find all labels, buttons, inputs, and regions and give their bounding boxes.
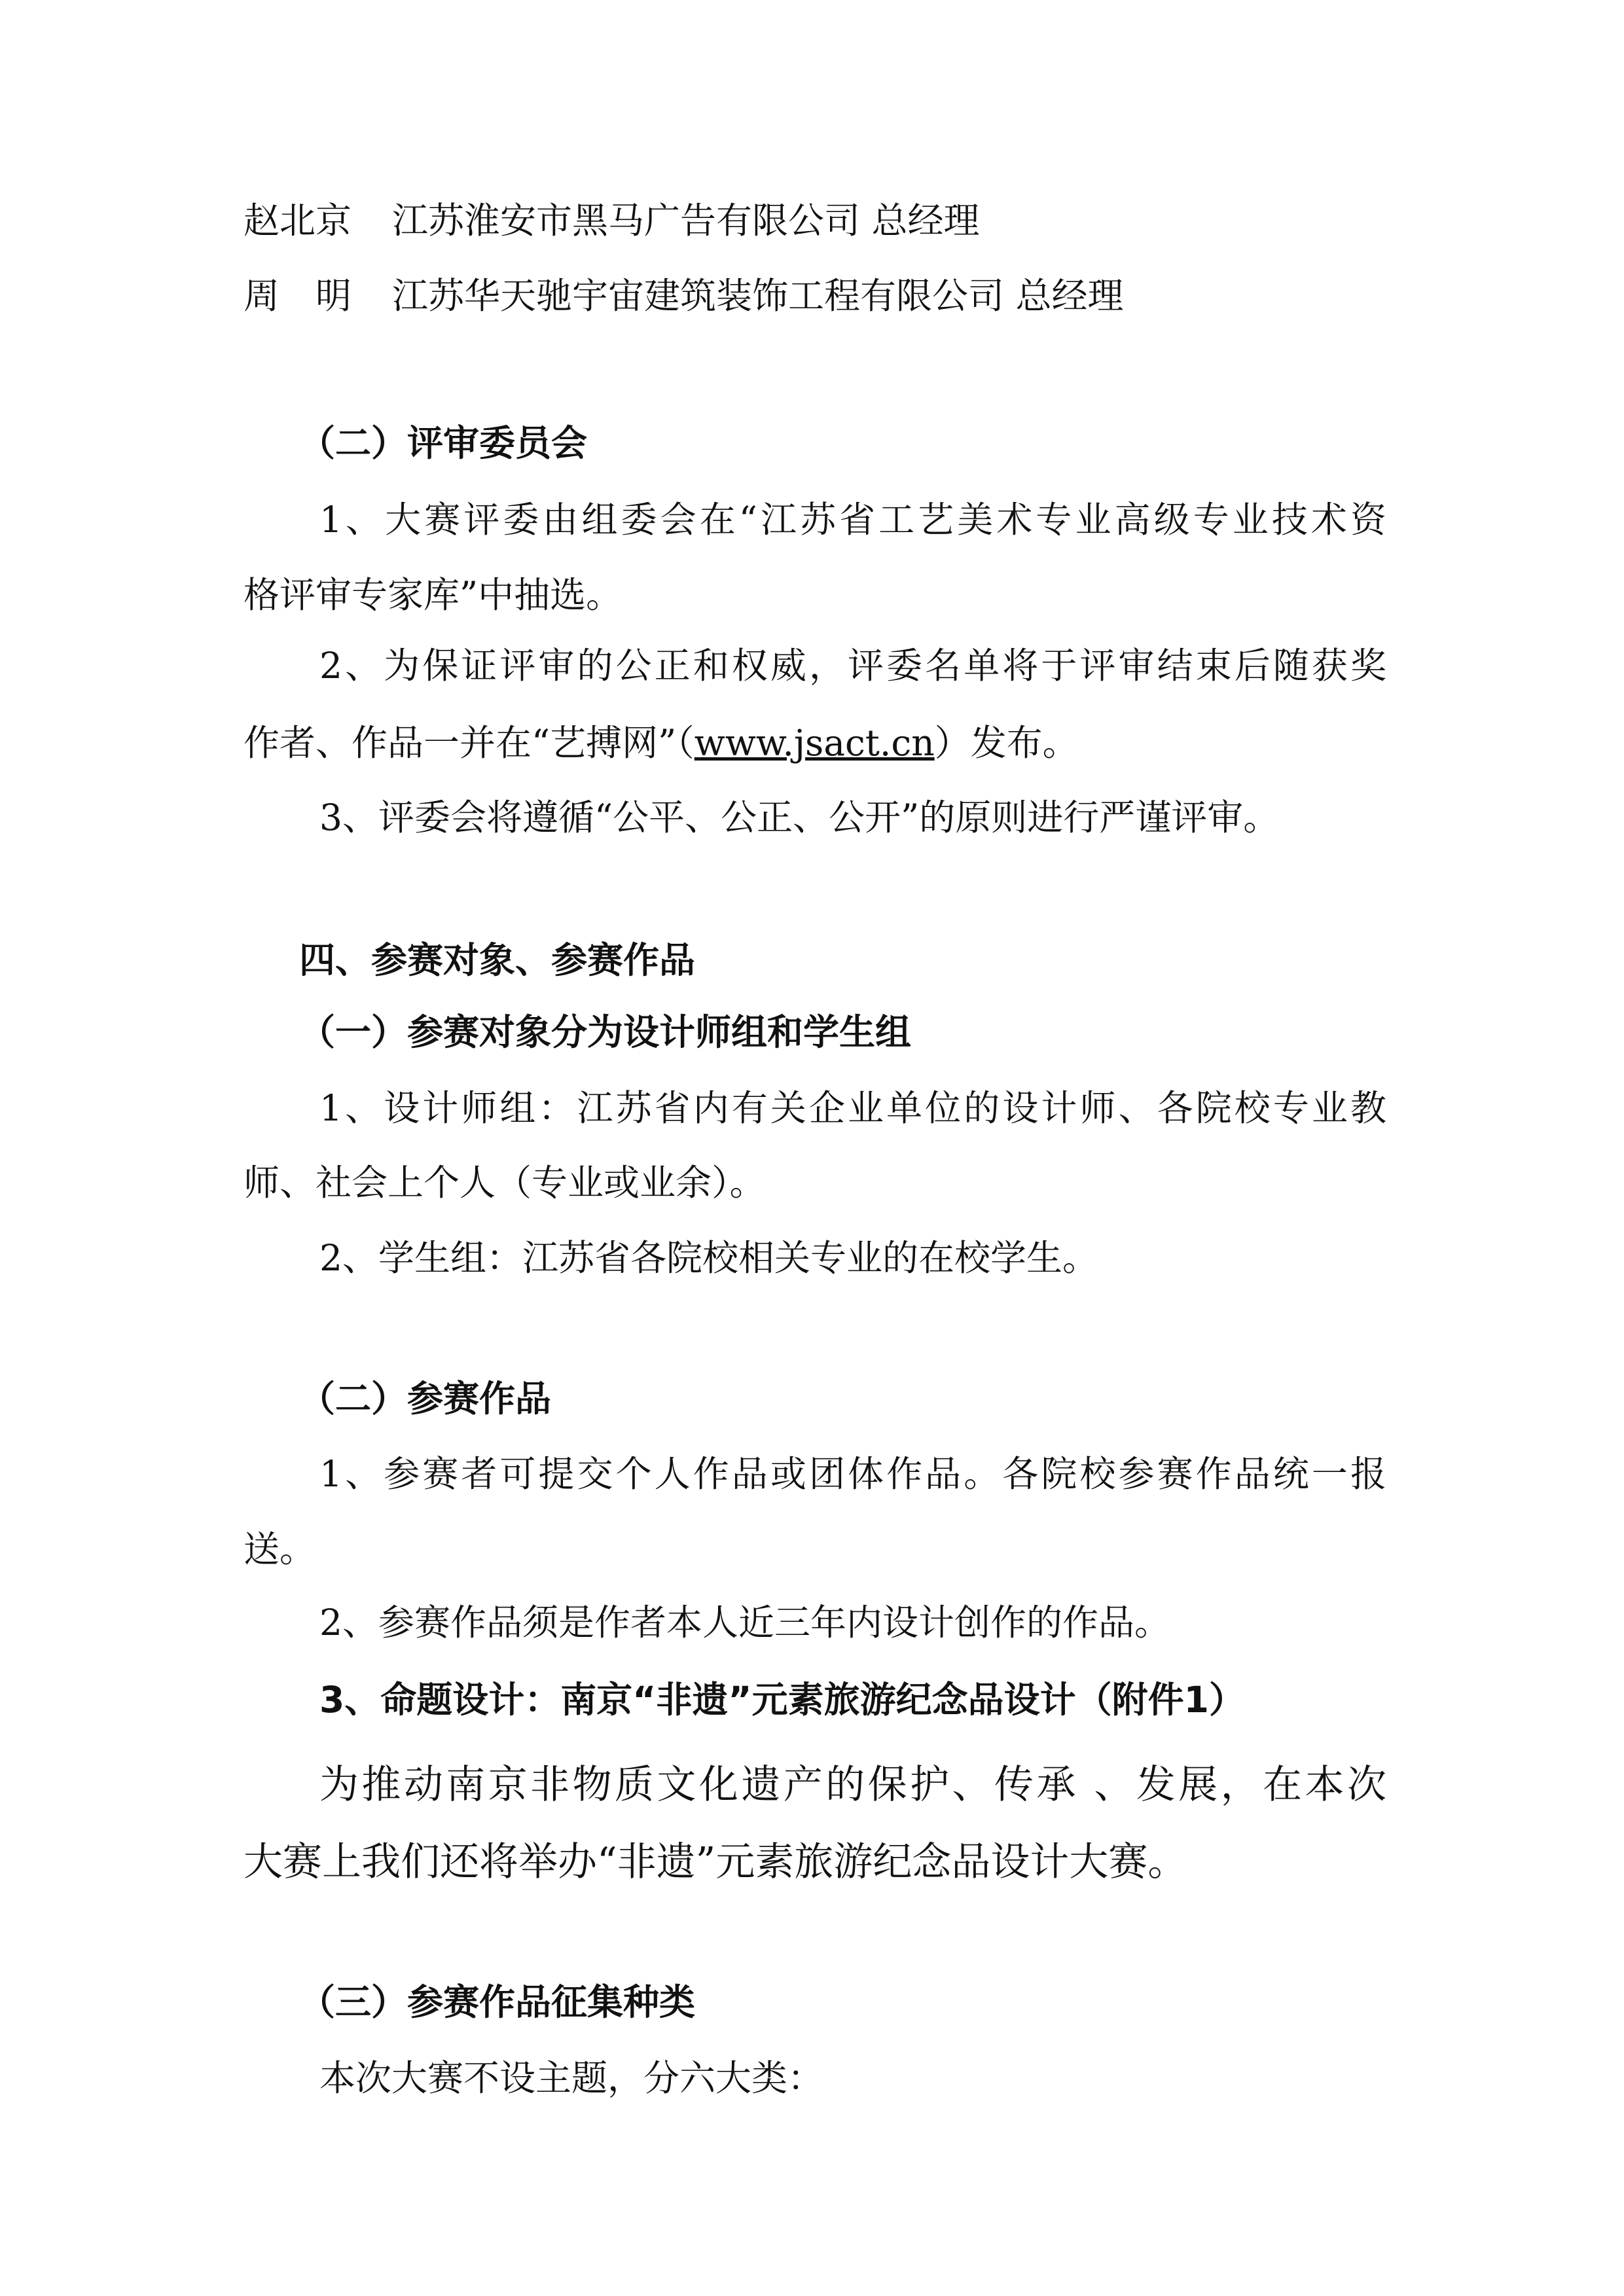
member-name: 赵北京 xyxy=(244,200,352,242)
review-p2-text-pre: 作者、作品一并在“艺搏网”（ xyxy=(244,722,695,764)
sub1-p2: 2、学生组：江苏省各院校相关专业的在校学生。 xyxy=(319,1237,1098,1279)
review-p1-line1: 1、大赛评委由组委会在“江苏省工艺美术专业高级专业技术资 xyxy=(319,499,1386,541)
review-p2-line2 xyxy=(244,722,1079,764)
section4-heading: 四、参赛对象、参赛作品 xyxy=(299,939,696,981)
review-p2-line1: 2、为保证评审的公正和权威，评委名单将于评审结束后随获奖 xyxy=(319,645,1386,687)
review-p3: 3、评委会将遵循“公平、公正、公开”的原则进行严谨评审。 xyxy=(319,797,1280,838)
sub3-p1: 本次大赛不设主题，分六大类： xyxy=(319,2057,824,2099)
sub2-p1-line1: 1、参赛者可提交个人作品或团体作品。各院校参赛作品统一报 xyxy=(319,1453,1386,1495)
member-org: 江苏淮安市黑马广告有限公司 总经理 xyxy=(392,200,980,242)
sub1-p1-line1: 1、设计师组：江苏省内有关企业单位的设计师、各院校专业教 xyxy=(319,1087,1386,1129)
sub2-p3-line2: 大赛上我们还将举办“非遗”元素旅游纪念品设计大赛。 xyxy=(244,1839,1187,1885)
member-org: 江苏华天驰宇宙建筑装饰工程有限公司 总经理 xyxy=(392,275,1124,317)
member-line-2 xyxy=(244,275,1124,317)
website-link[interactable]: www.jsact.cn xyxy=(694,722,935,764)
sub2-p1-line2: 送。 xyxy=(244,1528,316,1570)
review-p1-line2: 格评审专家库”中抽选。 xyxy=(244,574,623,616)
section4-sub1-heading: （一）参赛对象分为设计师组和学生组 xyxy=(299,1011,912,1053)
sub2-p2: 2、参赛作品须是作者本人近三年内设计创作的作品。 xyxy=(319,1602,1170,1643)
section4-sub3-heading: （三）参赛作品征集种类 xyxy=(299,1981,696,2023)
member-name: 周 明 xyxy=(244,275,352,317)
member-line-1 xyxy=(244,200,980,242)
sub1-p1-line2: 师、社会上个人（专业或业余）。 xyxy=(244,1162,766,1204)
sub2-p3-line1: 为推动南京非物质文化遗产的保护、传承 、发展，在本次 xyxy=(319,1762,1386,1808)
sub2-p3-heading: 3、命题设计：南京“非遗”元素旅游纪念品设计（附件1） xyxy=(319,1679,1245,1721)
review-p2-text-post: ）发布。 xyxy=(934,722,1079,764)
review-committee-heading: （二）评审委员会 xyxy=(299,422,588,464)
section4-sub2-heading: （二）参赛作品 xyxy=(299,1378,552,1420)
